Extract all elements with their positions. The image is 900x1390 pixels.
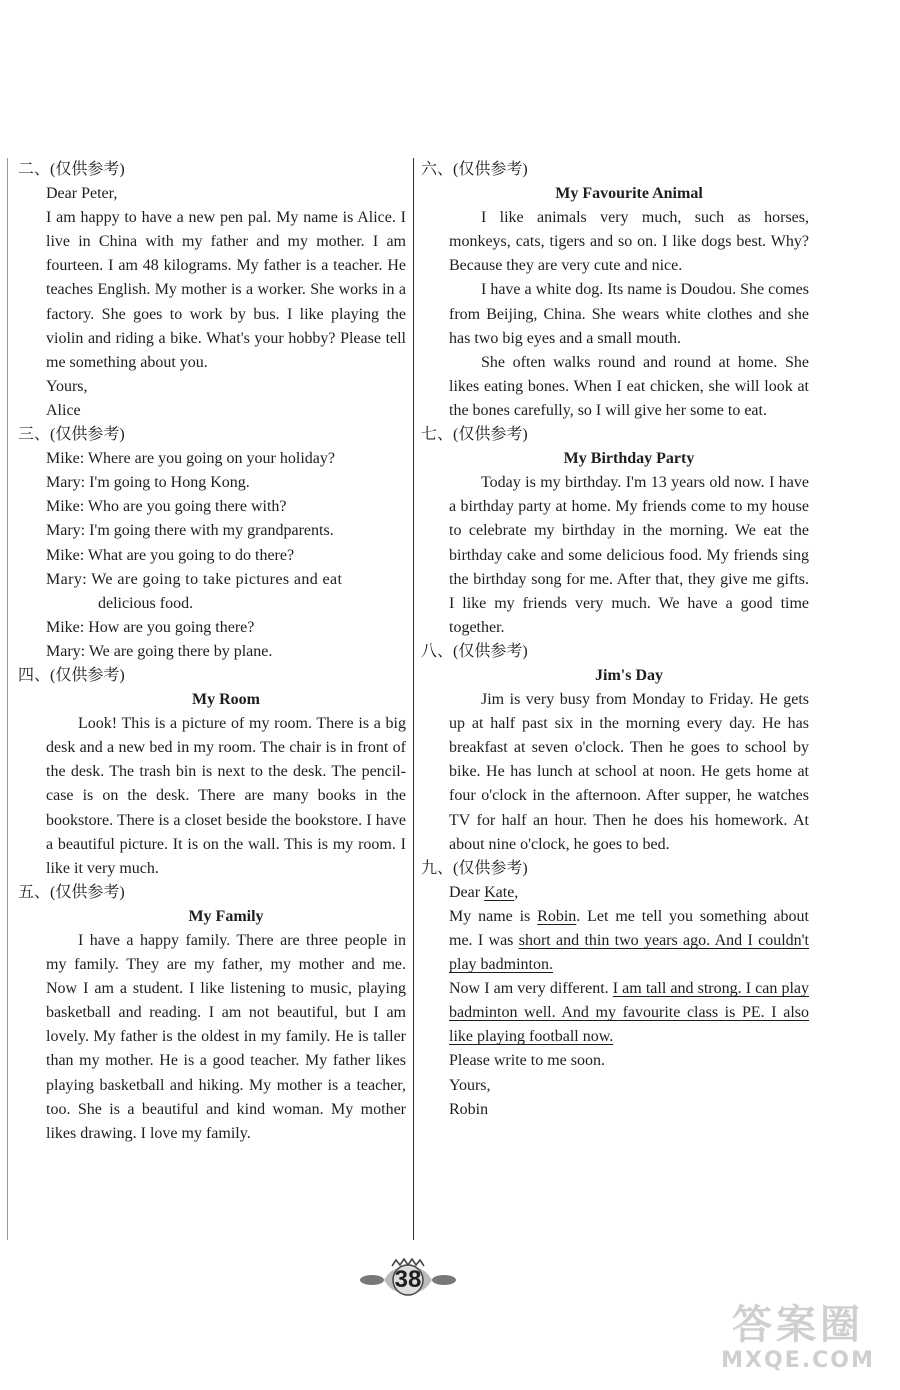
letter-closing: Yours, xyxy=(46,377,88,395)
column-divider xyxy=(413,158,414,1240)
section-8 xyxy=(421,640,809,857)
dialogue-line-continued: delicious food. xyxy=(98,594,194,612)
section-9 xyxy=(421,857,809,1122)
section-body xyxy=(18,182,406,423)
greeting-word: Dear xyxy=(449,883,485,901)
essay-title: My Favourite Animal xyxy=(555,185,703,203)
section-7 xyxy=(421,423,809,640)
letter-paragraph xyxy=(449,905,809,977)
dialogue-line: Mike: Where are you going on your holiday? xyxy=(46,450,335,468)
dialogue-line: Mike: What are you going to do there? xyxy=(46,546,295,564)
dialogue-line: Mike: How are you going there? xyxy=(46,618,255,636)
essay-body: Today is my birthday. I'm 13 years old now. I have a birthday party at home. My friends come to my house to celebrate my birthday in the morning. We eat the birthday cake and some delicious food. My friends sing the birthday song for me. After that, they give me gifts. I like my friends very much. We have a good time together. xyxy=(449,474,809,636)
dialogue xyxy=(18,447,406,664)
section-heading: 四、(仅供参考) xyxy=(18,666,125,684)
section-heading: 八、(仅供参考) xyxy=(421,642,528,660)
greeting-comma: , xyxy=(514,883,519,901)
essay-body: Jim is very busy from Monday to Friday. He gets up at half past six in the morning every day. He has breakfast at seven o'clock. Then he goes to school by bike. He has lunch at school at noon. He gets home at four o'clock in the afternoon. After supper, he watches TV for half an hour. Then he does his homework. At about nine o'clock, he goes to bed. xyxy=(449,691,809,853)
essay-paragraph: I like animals very much, such as horses, monkeys, cats, tigers and so on. I like dogs best. Why? Because they are very cute and nice. xyxy=(449,209,809,275)
letter-signature: Alice xyxy=(46,401,81,419)
filled-name: Robin xyxy=(537,907,577,925)
watermark-text-top: 答案圈 xyxy=(732,1302,864,1348)
letter-body: I am happy to have a new pen pal. My name is Alice. I live in China with my father and my mother. I am fourteen. I am 48 kilograms. My father is a teacher. He teaches English. My mother is a worker. She works in a factory. She goes to work by bus. I like playing the violin and riding a bike. What's your hobby? Please tell me something about you. xyxy=(46,209,406,371)
essay-title: My Birthday Party xyxy=(563,450,695,468)
letter-greeting: Dear Peter, xyxy=(46,185,118,203)
essay-paragraph: I have a white dog. Its name is Doudou. She comes from Beijing, China. She wears white clothes and she has two big eyes and a small mouth. xyxy=(449,281,809,347)
dialogue-line: Mary: I'm going there with my grandparents. xyxy=(46,522,334,540)
section-heading: 五、(仅供参考) xyxy=(18,883,125,901)
section-heading: 三、(仅供参考) xyxy=(18,426,125,444)
page-number: 38 xyxy=(394,1266,422,1293)
section-6 xyxy=(421,158,809,423)
essay-body: I have a happy family. There are three people in my family. They are my father, my mother and me. Now I am a student. I like listening to music, playing basketball and reading. I am not beautiful, but I am lovely. My father is the oldest in my family. He is taller than my mother. He is a good teacher. My father likes playing basketball and hiking. My mother is a teacher, too. She is a beautiful and kind woman. My mother likes drawing. I love my family. xyxy=(46,932,406,1142)
section-heading: 七、(仅供参考) xyxy=(421,426,528,444)
essay-title: My Room xyxy=(192,691,260,709)
section-3 xyxy=(18,423,406,664)
section-4 xyxy=(18,664,406,881)
right-column xyxy=(421,158,809,1122)
letter-text: Now I am very different. xyxy=(449,980,613,998)
watermark-logo xyxy=(708,1302,888,1382)
essay-paragraph: She often walks round and round at home. She likes eating bones. When I eat chicken, she will look at the bones carefully, so I will give her some to eat. xyxy=(449,353,809,419)
watermark-text-bottom: MXQE.COM xyxy=(721,1348,875,1373)
letter-closing: Yours, xyxy=(449,1076,491,1094)
left-column xyxy=(18,158,406,1146)
essay-title: Jim's Day xyxy=(595,666,663,684)
section-heading: 二、(仅供参考) xyxy=(18,161,125,178)
filled-answer: I am tall and strong. I can play badminton well. And my favourite class is PE. I also like playing football now. xyxy=(449,980,809,1046)
essay-title: My Family xyxy=(188,907,264,925)
page-edge-line xyxy=(7,158,8,1240)
letter-greeting xyxy=(449,881,809,905)
dialogue-line: Mike: Who are you going there with? xyxy=(46,498,287,516)
section-heading: 六、(仅供参考) xyxy=(421,161,528,178)
section-5 xyxy=(18,881,406,1146)
dialogue-line: Mary: We are going to take pictures and eat xyxy=(46,570,343,588)
letter-paragraph xyxy=(449,977,809,1049)
section-heading: 九、(仅供参考) xyxy=(421,859,528,877)
letter-line: Please write to me soon. xyxy=(449,1052,605,1070)
letter-text: My name is xyxy=(449,907,538,925)
dialogue-line: Mary: We are going there by plane. xyxy=(46,642,273,660)
section-2 xyxy=(18,158,406,423)
essay-body: Look! This is a picture of my room. There is a big desk and a new bed in my room. The chair is in front of the desk. The trash bin is next to the desk. The pencil-case is on the desk. There are many books in the bookstore. There is a closet beside the bookstore. I have a beautiful picture. It is on the wall. This is my room. I like it very much. xyxy=(46,715,406,877)
letter-text: . Let me tell you something about me. I was xyxy=(449,907,810,949)
greeting-name: Kate xyxy=(484,883,515,901)
filled-answer: short and thin two years ago. And I couldn't play badminton. xyxy=(449,932,809,974)
letter xyxy=(421,881,809,1122)
letter-signature: Robin xyxy=(449,1100,489,1118)
dialogue-line: Mary: I'm going to Hong Kong. xyxy=(46,474,250,492)
